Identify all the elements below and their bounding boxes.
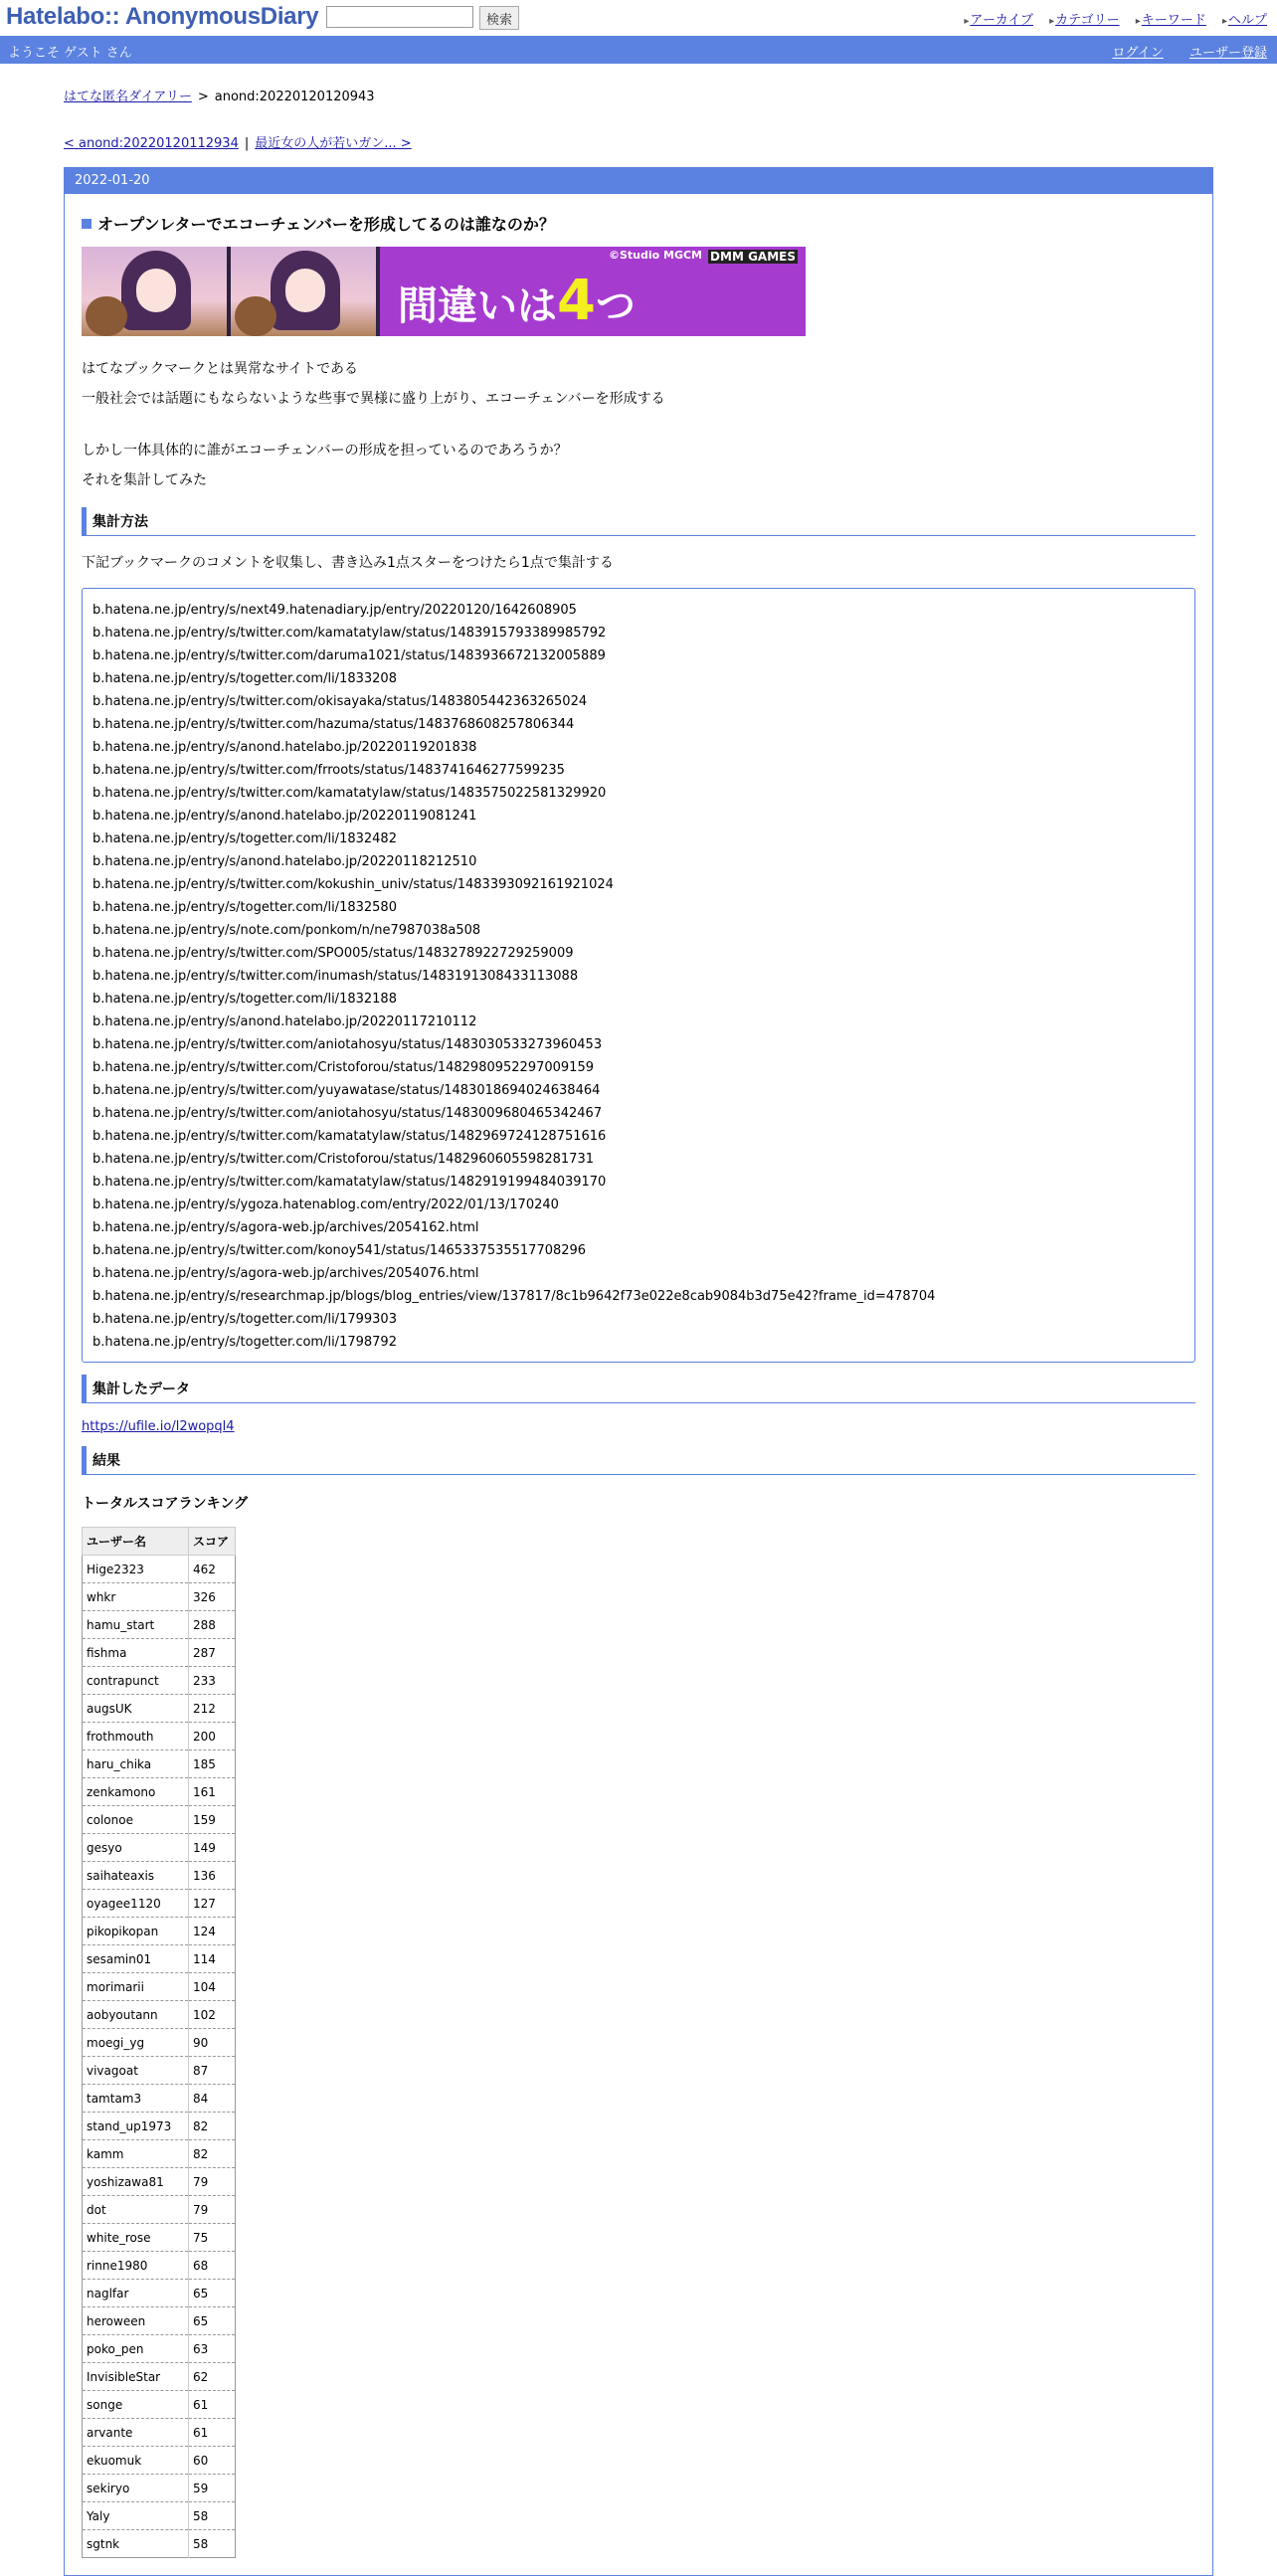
body-paragraph: はてなブックマークとは異常なサイトである bbox=[82, 361, 359, 377]
user-links bbox=[1090, 42, 1267, 61]
ranking-username: moegi_yg bbox=[83, 2029, 189, 2057]
day-date: 2022-01-20 bbox=[65, 168, 1212, 194]
pager bbox=[64, 132, 1213, 151]
table-row bbox=[83, 1583, 236, 1611]
url-list-item: b.hatena.ne.jp/entry/s/twitter.com/kamatatylaw/status/1482919199484039170 bbox=[92, 1175, 607, 1190]
ranking-username: tamtam3 bbox=[83, 2085, 189, 2113]
table-row bbox=[83, 1806, 236, 1834]
ranking-score: 61 bbox=[189, 2391, 236, 2419]
ranking-username: gesyo bbox=[83, 1834, 189, 1862]
breadcrumb-home-link[interactable]: はてな匿名ダイアリー bbox=[64, 90, 192, 104]
body-paragraph: それを集計してみた bbox=[82, 472, 207, 488]
table-row bbox=[83, 1556, 236, 1583]
ranking-score: 58 bbox=[189, 2502, 236, 2530]
url-list-item: b.hatena.ne.jp/entry/s/agora-web.jp/archives/2054076.html bbox=[92, 1266, 479, 1281]
main-content bbox=[64, 86, 1213, 2576]
url-list-item: b.hatena.ne.jp/entry/s/twitter.com/kamatatylaw/status/1483915793389985792 bbox=[92, 626, 607, 641]
column-header-username: ユーザー名 bbox=[83, 1528, 189, 1556]
url-list-item: b.hatena.ne.jp/entry/s/togetter.com/li/1832580 bbox=[92, 900, 397, 915]
table-row bbox=[83, 2196, 236, 2224]
ranking-score: 65 bbox=[189, 2280, 236, 2307]
entry-body bbox=[82, 354, 1195, 495]
ranking-score: 61 bbox=[189, 2419, 236, 2447]
banner-copyright: ©Studio MGCM bbox=[608, 249, 702, 262]
ranking-score: 114 bbox=[189, 1945, 236, 1973]
ranking-username: vivagoat bbox=[83, 2057, 189, 2085]
url-list-item: b.hatena.ne.jp/entry/s/twitter.com/okisayaka/status/1483805442363265024 bbox=[92, 694, 588, 709]
ranking-username: sekiryo bbox=[83, 2475, 189, 2502]
entry-title bbox=[82, 212, 1195, 235]
table-row bbox=[83, 2475, 236, 2502]
ranking-username: yoshizawa81 bbox=[83, 2168, 189, 2196]
ranking-username: white_rose bbox=[83, 2224, 189, 2252]
breadcrumb-separator: > bbox=[197, 90, 209, 104]
ranking-username: aobyoutann bbox=[83, 2001, 189, 2029]
ranking-username: colonoe bbox=[83, 1806, 189, 1834]
table-row bbox=[83, 2057, 236, 2085]
body-paragraph: しかし一体具体的に誰がエコーチェンバーの形成を担っているのであろうか？ bbox=[82, 443, 568, 459]
ranking-username: pikopikopan bbox=[83, 1918, 189, 1945]
banner-character-image bbox=[82, 247, 227, 336]
ranking-username: zenkamono bbox=[83, 1778, 189, 1806]
method-text: 下記ブックマークのコメントを収集し、書き込み1点スターをつけたら1点で集計する bbox=[82, 555, 614, 571]
ranking-score: 63 bbox=[189, 2335, 236, 2363]
ranking-username: songe bbox=[83, 2391, 189, 2419]
next-entry-link[interactable]: 最近女の人が若いガン... > bbox=[255, 136, 412, 151]
ranking-score: 82 bbox=[189, 2140, 236, 2168]
url-list-item: b.hatena.ne.jp/entry/s/togetter.com/li/1798792 bbox=[92, 1335, 397, 1350]
top-nav bbox=[952, 9, 1267, 28]
ranking-username: frothmouth bbox=[83, 1723, 189, 1750]
banner-slogan-text: 間違いは bbox=[398, 283, 557, 329]
url-list-item: b.hatena.ne.jp/entry/s/twitter.com/kamatatylaw/status/1483575022581329920 bbox=[92, 786, 607, 801]
welcome-text: ようこそ ゲスト さん bbox=[8, 46, 132, 61]
column-header-score: スコア bbox=[189, 1528, 236, 1556]
ranking-table bbox=[82, 1527, 236, 2558]
table-row bbox=[83, 1890, 236, 1918]
ranking-score: 84 bbox=[189, 2085, 236, 2113]
ranking-score: 65 bbox=[189, 2307, 236, 2335]
ranking-username: hamu_start bbox=[83, 1611, 189, 1639]
url-list-item: b.hatena.ne.jp/entry/s/anond.hatelabo.jp/20220118212510 bbox=[92, 854, 477, 869]
ranking-score: 136 bbox=[189, 1862, 236, 1890]
register-link[interactable]: ユーザー登録 bbox=[1188, 46, 1267, 61]
url-list-item: b.hatena.ne.jp/entry/s/togetter.com/li/1832188 bbox=[92, 992, 397, 1007]
day-section bbox=[64, 167, 1213, 2576]
ranking-username: dot bbox=[83, 2196, 189, 2224]
table-row bbox=[83, 1639, 236, 1667]
url-list-item: b.hatena.ne.jp/entry/s/twitter.com/Cristoforou/status/1482960605598281731 bbox=[92, 1152, 594, 1167]
ranking-score: 75 bbox=[189, 2224, 236, 2252]
ranking-score: 288 bbox=[189, 1611, 236, 1639]
nav-archive-link[interactable]: ▸ アーカイブ bbox=[964, 13, 1033, 28]
ad-banner[interactable] bbox=[82, 247, 806, 336]
ranking-score: 82 bbox=[189, 2113, 236, 2140]
url-list-item: b.hatena.ne.jp/entry/s/anond.hatelabo.jp/20220117210112 bbox=[92, 1014, 477, 1029]
entry-section bbox=[65, 212, 1212, 2558]
url-list-item: b.hatena.ne.jp/entry/s/togetter.com/li/1833208 bbox=[92, 671, 397, 686]
url-list-item: b.hatena.ne.jp/entry/s/twitter.com/yuyawatase/status/1483018694024638464 bbox=[92, 1083, 601, 1098]
ranking-score: 104 bbox=[189, 1973, 236, 2001]
table-row bbox=[83, 2502, 236, 2530]
ranking-score: 90 bbox=[189, 2029, 236, 2057]
table-header-row bbox=[83, 1528, 236, 1556]
ranking-username: saihateaxis bbox=[83, 1862, 189, 1890]
ranking-score: 87 bbox=[189, 2057, 236, 2085]
url-list-box bbox=[82, 588, 1195, 1363]
ranking-score: 60 bbox=[189, 2447, 236, 2475]
breadcrumb bbox=[64, 86, 1213, 104]
table-row bbox=[83, 1723, 236, 1750]
banner-brand: DMM GAMES bbox=[710, 250, 796, 264]
table-row bbox=[83, 2252, 236, 2280]
ranking-score: 287 bbox=[189, 1639, 236, 1667]
url-list-item: b.hatena.ne.jp/entry/s/twitter.com/kokushin_univ/status/1483393092161921024 bbox=[92, 877, 614, 892]
nav-category-link[interactable]: ▸ カテゴリー bbox=[1049, 13, 1120, 28]
ranking-username: morimarii bbox=[83, 1973, 189, 2001]
ranking-username: InvisibleStar bbox=[83, 2363, 189, 2391]
table-row bbox=[83, 1834, 236, 1862]
ranking-score: 212 bbox=[189, 1695, 236, 1723]
ranking-username: poko_pen bbox=[83, 2335, 189, 2363]
url-list-item: b.hatena.ne.jp/entry/s/twitter.com/frroots/status/1483741646277599235 bbox=[92, 763, 565, 778]
ranking-username: heroween bbox=[83, 2307, 189, 2335]
nav-keyword-link[interactable]: ▸ キーワード bbox=[1136, 13, 1206, 28]
table-row bbox=[83, 2224, 236, 2252]
table-row bbox=[83, 1695, 236, 1723]
banner-character-image bbox=[231, 247, 376, 336]
nav-help-link[interactable]: ▸ ヘルプ bbox=[1222, 13, 1267, 28]
user-bar bbox=[0, 36, 1277, 64]
url-list-item: b.hatena.ne.jp/entry/s/togetter.com/li/1832482 bbox=[92, 831, 397, 846]
table-row bbox=[83, 2335, 236, 2363]
table-row bbox=[83, 2113, 236, 2140]
ranking-username: kamm bbox=[83, 2140, 189, 2168]
bear-icon bbox=[86, 296, 127, 336]
url-list-item: b.hatena.ne.jp/entry/s/twitter.com/inumash/status/1483191308433113088 bbox=[92, 969, 579, 984]
ranking-score: 124 bbox=[189, 1918, 236, 1945]
ranking-score: 127 bbox=[189, 1890, 236, 1918]
ranking-score: 149 bbox=[189, 1834, 236, 1862]
url-list-item: b.hatena.ne.jp/entry/s/twitter.com/Cristoforou/status/1482980952297009159 bbox=[92, 1060, 594, 1075]
method-heading: 集計方法 bbox=[82, 507, 1195, 536]
ranking-username: fishma bbox=[83, 1639, 189, 1667]
ranking-username: naglfar bbox=[83, 2280, 189, 2307]
table-row bbox=[83, 2168, 236, 2196]
ranking-username: Yaly bbox=[83, 2502, 189, 2530]
url-list-item: b.hatena.ne.jp/entry/s/anond.hatelabo.jp/20220119201838 bbox=[92, 740, 477, 755]
ranking-score: 79 bbox=[189, 2168, 236, 2196]
table-row bbox=[83, 2001, 236, 2029]
bear-icon bbox=[235, 296, 276, 336]
banner-slogan-number: 4 bbox=[557, 269, 596, 333]
ranking-username: contrapunct bbox=[83, 1667, 189, 1695]
ranking-username: sgtnk bbox=[83, 2530, 189, 2558]
url-list-item: b.hatena.ne.jp/entry/s/twitter.com/kamatatylaw/status/1482969724128751616 bbox=[92, 1129, 607, 1144]
banner-slogan-suffix: つ bbox=[595, 283, 636, 329]
ranking-score: 233 bbox=[189, 1667, 236, 1695]
url-list-item: b.hatena.ne.jp/entry/s/twitter.com/konoy541/status/1465337535517708296 bbox=[92, 1243, 587, 1258]
url-list-item: b.hatena.ne.jp/entry/s/twitter.com/daruma1021/status/1483936672132005889 bbox=[92, 648, 606, 663]
table-row bbox=[83, 2280, 236, 2307]
ranking-score: 68 bbox=[189, 2252, 236, 2280]
table-row bbox=[83, 1918, 236, 1945]
table-row bbox=[83, 2307, 236, 2335]
ranking-username: ekuomuk bbox=[83, 2447, 189, 2475]
ranking-score: 62 bbox=[189, 2363, 236, 2391]
ranking-score: 102 bbox=[189, 2001, 236, 2029]
url-list-item: b.hatena.ne.jp/entry/s/twitter.com/aniotahosyu/status/1483030533273960453 bbox=[92, 1037, 603, 1052]
table-row bbox=[83, 2029, 236, 2057]
ranking-title: トータルスコアランキング bbox=[82, 1496, 249, 1512]
url-list-item: b.hatena.ne.jp/entry/s/twitter.com/hazuma/status/1483768608257806344 bbox=[92, 717, 575, 732]
url-list-item: b.hatena.ne.jp/entry/s/next49.hatenadiary.jp/entry/20220120/1642608905 bbox=[92, 603, 577, 618]
table-row bbox=[83, 1667, 236, 1695]
site-logo[interactable]: Hatelabo:: AnonymousDiary bbox=[6, 3, 319, 30]
ranking-username: stand_up1973 bbox=[83, 2113, 189, 2140]
table-row bbox=[83, 1945, 236, 1973]
ranking-username: whkr bbox=[83, 1583, 189, 1611]
result-heading: 結果 bbox=[82, 1446, 1195, 1475]
table-row bbox=[83, 2447, 236, 2475]
square-bullet-icon bbox=[82, 219, 91, 229]
table-row bbox=[83, 2391, 236, 2419]
top-header bbox=[0, 0, 1277, 36]
ranking-score: 59 bbox=[189, 2475, 236, 2502]
ranking-score: 58 bbox=[189, 2530, 236, 2558]
ranking-score: 200 bbox=[189, 1723, 236, 1750]
table-row bbox=[83, 1778, 236, 1806]
pager-divider: | bbox=[244, 136, 250, 151]
table-row bbox=[83, 2530, 236, 2558]
banner-slogan bbox=[398, 269, 636, 333]
url-list-item: b.hatena.ne.jp/entry/s/ygoza.hatenablog.com/entry/2022/01/13/170240 bbox=[92, 1197, 559, 1212]
url-list-item: b.hatena.ne.jp/entry/s/agora-web.jp/archives/2054162.html bbox=[92, 1220, 479, 1235]
search-button[interactable]: 検索 bbox=[479, 6, 519, 30]
ranking-score: 161 bbox=[189, 1778, 236, 1806]
ranking-username: arvante bbox=[83, 2419, 189, 2447]
table-row bbox=[83, 1862, 236, 1890]
ranking-username: haru_chika bbox=[83, 1750, 189, 1778]
data-heading: 集計したデータ bbox=[82, 1375, 1195, 1403]
data-download-link[interactable]: https://ufile.io/l2wopql4 bbox=[82, 1419, 235, 1434]
ranking-table-body bbox=[83, 1556, 236, 2558]
breadcrumb-current: anond:20220120120943 bbox=[214, 90, 375, 104]
table-row bbox=[83, 1750, 236, 1778]
table-row bbox=[83, 2363, 236, 2391]
ranking-username: rinne1980 bbox=[83, 2252, 189, 2280]
ranking-username: oyagee1120 bbox=[83, 1890, 189, 1918]
ranking-score: 326 bbox=[189, 1583, 236, 1611]
ranking-username: augsUK bbox=[83, 1695, 189, 1723]
data-link-row bbox=[82, 1419, 1195, 1434]
search-input[interactable] bbox=[326, 6, 473, 28]
body-paragraph: 一般社会では話題にもならないような些事で異様に盛り上がり、エコーチェンバーを形成する bbox=[82, 391, 665, 407]
ranking-score: 79 bbox=[189, 2196, 236, 2224]
url-list-item: b.hatena.ne.jp/entry/s/researchmap.jp/blogs/blog_entries/view/137817/8c1b9642f73e022e8cab9084b3d75e42?frame_id=478704 bbox=[92, 1289, 936, 1304]
login-link[interactable]: ログイン bbox=[1112, 46, 1164, 61]
prev-entry-link[interactable]: < anond:20220120112934 bbox=[64, 136, 239, 151]
table-row bbox=[83, 1973, 236, 2001]
url-list-item: b.hatena.ne.jp/entry/s/anond.hatelabo.jp/20220119081241 bbox=[92, 809, 477, 824]
table-row bbox=[83, 1611, 236, 1639]
ranking-score: 159 bbox=[189, 1806, 236, 1834]
table-row bbox=[83, 2085, 236, 2113]
table-row bbox=[83, 2140, 236, 2168]
ranking-score: 185 bbox=[189, 1750, 236, 1778]
url-list-item: b.hatena.ne.jp/entry/s/togetter.com/li/1799303 bbox=[92, 1312, 397, 1327]
table-row bbox=[83, 2419, 236, 2447]
ranking-score: 462 bbox=[189, 1556, 236, 1583]
entry-title-text: オープンレターでエコーチェンバーを形成してるのは誰なのか？ bbox=[97, 215, 555, 234]
url-list-item: b.hatena.ne.jp/entry/s/twitter.com/SPO005/status/1483278922729259009 bbox=[92, 946, 574, 961]
url-list-item: b.hatena.ne.jp/entry/s/note.com/ponkom/n/ne7987038a508 bbox=[92, 923, 481, 938]
ranking-username: sesamin01 bbox=[83, 1945, 189, 1973]
ranking-username: Hige2323 bbox=[83, 1556, 189, 1583]
url-list-item: b.hatena.ne.jp/entry/s/twitter.com/aniotahosyu/status/1483009680465342467 bbox=[92, 1106, 603, 1121]
